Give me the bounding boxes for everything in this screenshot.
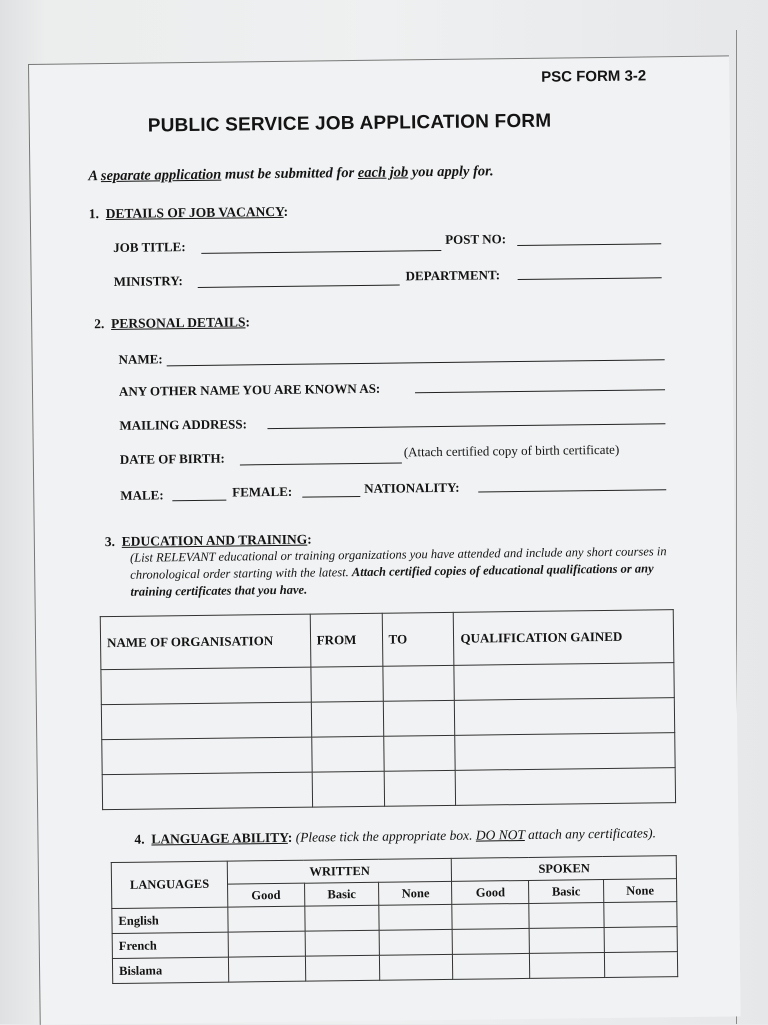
organisation-cell[interactable] (101, 702, 311, 740)
from-cell[interactable] (311, 736, 383, 772)
intro-part: A (88, 168, 101, 185)
tick-box[interactable] (453, 928, 530, 954)
department-field[interactable] (518, 277, 662, 280)
other-name-field[interactable] (415, 389, 665, 393)
organisation-cell[interactable] (102, 737, 312, 775)
department-label: DEPARTMENT: (405, 267, 501, 284)
column-header-organisation: NAME OF ORGANISATION (100, 614, 310, 670)
section-number: 1. (88, 206, 100, 222)
male-field[interactable] (172, 500, 226, 502)
tick-box[interactable] (228, 956, 305, 982)
to-cell[interactable] (383, 700, 455, 736)
ministry-field[interactable] (198, 284, 400, 287)
tick-box[interactable] (228, 906, 305, 932)
intro-underlined: separate application (100, 166, 222, 185)
to-cell[interactable] (383, 735, 455, 771)
name-label: NAME: (118, 351, 163, 367)
column-header-written: WRITTEN (227, 858, 452, 884)
section-language-heading (134, 825, 656, 847)
male-label: MALE: (120, 487, 164, 503)
tick-box[interactable] (529, 903, 604, 929)
column-header-spoken-good: Good (452, 880, 529, 904)
education-note: (List RELEVANT educational or training organizations you have attended and include any short courses in chronological order starting with the latest. (129, 544, 667, 582)
job-title-label: JOB TITLE: (113, 239, 186, 255)
column-header-spoken: SPOKEN (452, 856, 677, 882)
form-title: PUBLIC SERVICE JOB APPLICATION FORM (147, 110, 552, 137)
tick-box[interactable] (452, 903, 529, 929)
language-name: Bislama (112, 957, 228, 983)
application-form-page (28, 55, 741, 1024)
education-instructions (130, 543, 691, 601)
section-colon: : (283, 203, 289, 219)
language-table (111, 855, 678, 984)
date-of-birth-label: DATE OF BIRTH: (119, 450, 225, 467)
column-header-to: TO (382, 612, 454, 666)
post-no-field[interactable] (517, 243, 661, 246)
mailing-address-field[interactable] (267, 423, 665, 429)
tick-box[interactable] (380, 929, 453, 955)
ministry-label: MINISTRY: (113, 273, 183, 289)
qualification-cell[interactable] (456, 768, 676, 806)
section-title: EDUCATION AND TRAINING (121, 531, 308, 549)
tick-box[interactable] (228, 931, 305, 957)
from-cell[interactable] (312, 771, 384, 807)
tick-box[interactable] (453, 953, 530, 979)
education-header-row (100, 610, 674, 670)
organisation-cell[interactable] (101, 667, 311, 705)
to-cell[interactable] (382, 665, 454, 701)
section-personal-details-heading (94, 314, 250, 332)
intro-part: you apply for. (408, 163, 494, 181)
column-header-written-basic: Basic (304, 882, 379, 906)
section-title: DETAILS OF JOB VACANCY (105, 203, 284, 222)
section-colon: : (245, 314, 251, 330)
female-field[interactable] (302, 496, 360, 498)
column-header-qualification: QUALIFICATION GAINED (454, 610, 674, 666)
column-header-written-none: None (379, 881, 452, 905)
section-title: PERSONAL DETAILS (110, 314, 246, 332)
tick-box[interactable] (305, 930, 380, 956)
name-field[interactable] (167, 359, 665, 366)
tick-box[interactable] (529, 953, 604, 979)
birth-certificate-note: (Attach certified copy of birth certificate) (403, 441, 620, 460)
qualification-cell[interactable] (454, 663, 674, 701)
other-name-label: ANY OTHER NAME YOU ARE KNOWN AS: (118, 380, 381, 399)
tick-box[interactable] (304, 905, 379, 931)
column-header-from: FROM (310, 613, 383, 667)
post-no-label: POST NO: (445, 231, 507, 247)
tick-box[interactable] (604, 902, 677, 928)
language-note: attach any certificates). (524, 825, 657, 842)
qualification-cell[interactable] (455, 698, 675, 736)
tick-box[interactable] (604, 927, 677, 953)
tick-box[interactable] (379, 904, 452, 930)
to-cell[interactable] (384, 770, 456, 806)
intro-part: must be submitted for (221, 164, 358, 183)
education-note-bold: Attach certified copies of educational qualifications or any training certificates that you have. (130, 561, 654, 599)
education-table (100, 609, 676, 810)
language-note: (Please tick the appropriate box. (292, 827, 476, 845)
from-cell[interactable] (311, 666, 383, 702)
mailing-address-label: MAILING ADDRESS: (119, 416, 248, 433)
section-number: 4. (134, 831, 145, 847)
intro-text (88, 163, 493, 185)
tick-box[interactable] (604, 952, 677, 978)
section-number: 2. (94, 316, 105, 332)
date-of-birth-field[interactable] (240, 462, 402, 465)
column-header-spoken-basic: Basic (529, 880, 604, 904)
section-title: LANGUAGE ABILITY (151, 829, 288, 847)
qualification-cell[interactable] (455, 733, 675, 771)
section-colon: : (307, 531, 312, 547)
column-header-written-good: Good (228, 883, 305, 907)
nationality-field[interactable] (478, 489, 666, 492)
tick-box[interactable] (529, 928, 604, 954)
form-number: PSC FORM 3-2 (541, 67, 647, 86)
column-header-languages: LANGUAGES (111, 861, 228, 908)
section-number: 3. (104, 533, 116, 550)
language-name: French (112, 932, 228, 958)
section-job-vacancy-heading (89, 204, 288, 222)
from-cell[interactable] (311, 701, 383, 737)
table-row (102, 768, 675, 810)
organisation-cell[interactable] (102, 772, 312, 810)
section-colon: : (287, 829, 293, 845)
tick-box[interactable] (380, 954, 453, 980)
job-title-field[interactable] (201, 250, 441, 254)
nationality-label: NATIONALITY: (364, 479, 460, 496)
column-header-spoken-none: None (603, 879, 676, 903)
tick-box[interactable] (305, 955, 380, 981)
language-name: English (112, 907, 228, 933)
intro-underlined: each job (357, 164, 409, 181)
female-label: FEMALE: (232, 483, 293, 500)
language-note-underlined: DO NOT (475, 826, 525, 843)
